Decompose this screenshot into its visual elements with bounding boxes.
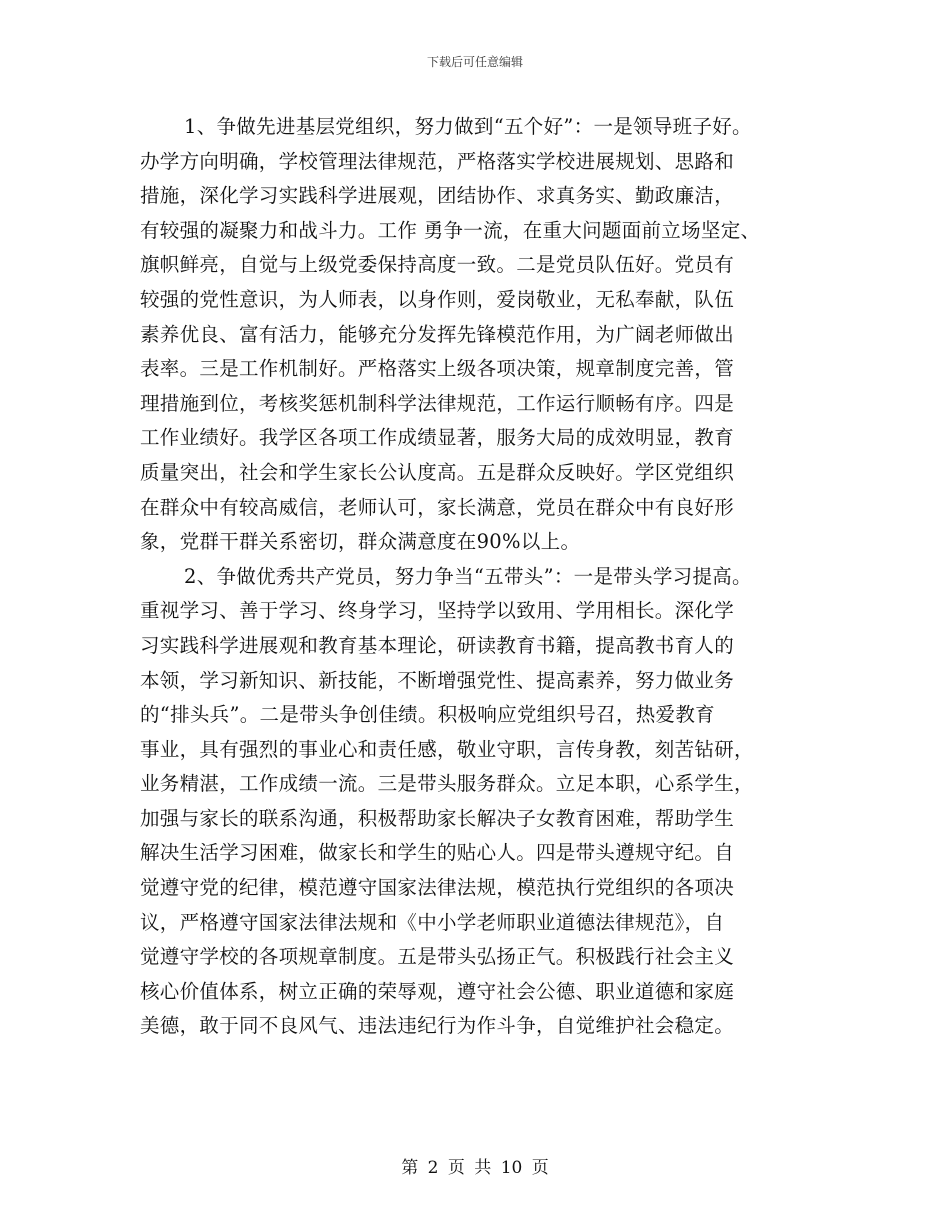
text-line: 在群众中有较高威信，老师认可，家长满意，党员在群众中有良好形 bbox=[140, 495, 735, 519]
text-line: 措施，深化学习实践科学进展观，团结协作、求真务实、勤政廉洁， bbox=[140, 184, 735, 208]
text-line: 2、争做优秀共产党员，努力争当“五带头”：一是带头学习提高。 bbox=[184, 564, 752, 588]
text-line: 议，严格遵守国家法律法规和《中小学老师职业道德法律规范》，自 bbox=[140, 910, 725, 934]
text-line: 质量突出，社会和学生家长公认度高。五是群众反映好。学区党组织 bbox=[140, 460, 735, 484]
text-line: 本领，学习新知识、新技能，不断增强党性、提高素养，努力做业务 bbox=[140, 668, 735, 692]
text-line: 象，党群干群关系密切，群众满意度在90%以上。 bbox=[140, 530, 581, 554]
text-line: 事业，具有强烈的事业心和责任感，敬业守职，言传身教，刻苦钻研， bbox=[140, 737, 754, 761]
page-number: 第 2 页 共 10 页 bbox=[401, 1158, 549, 1178]
text-line: 重视学习、善于学习、终身学习，坚持学以致用、学用相长。深化学 bbox=[140, 599, 735, 623]
text-line: 习实践科学进展观和教育基本理论，研读教育书籍，提高教书育人的 bbox=[140, 633, 735, 657]
text-line: 表率。三是工作机制好。严格落实上级各项决策，规章制度完善，管 bbox=[140, 357, 735, 381]
text-line: 有较强的凝聚力和战斗力。工作 勇争一流，在重大问题面前立场坚定、 bbox=[140, 218, 761, 242]
text-line: 核心价值体系，树立正确的荣辱观，遵守社会公德、职业道德和家庭 bbox=[140, 979, 735, 1003]
document-body bbox=[140, 110, 820, 1044]
text-line: 觉遵守学校的各项规章制度。五是带头弘扬正气。积极践行社会主义 bbox=[140, 945, 735, 969]
paragraph-1 bbox=[140, 110, 820, 560]
text-line: 工作业绩好。我学区各项工作成绩显著，服务大局的成效明显，教育 bbox=[140, 426, 735, 450]
text-line: 1、争做先进基层党组织，努力做到“五个好”：一是领导班子好。 bbox=[184, 115, 752, 138]
header-note: 下载后可任意编辑 bbox=[426, 55, 523, 69]
text-line: 美德，敢于同不良风气、违法违纪行为作斗争，自觉维护社会稳定。 bbox=[140, 1014, 735, 1038]
text-line: 觉遵守党的纪律，模范遵守国家法律法规，模范执行党组织的各项决 bbox=[140, 876, 735, 900]
text-line: 素养优良、富有活力，能够充分发挥先锋模范作用，为广阔老师做出 bbox=[140, 322, 735, 346]
text-line: 办学方向明确，学校管理法律规范，严格落实学校进展规划、思路和 bbox=[140, 149, 735, 173]
text-line: 业务精湛，工作成绩一流。三是带头服务群众。立足本职，心系学生， bbox=[140, 772, 754, 796]
text-line: 加强与家长的联系沟通，积极帮助家长解决子女教育困难，帮助学生 bbox=[140, 806, 735, 830]
text-line: 理措施到位，考核奖惩机制科学法律规范，工作运行顺畅有序。四是 bbox=[140, 391, 735, 415]
text-line: 解决生活学习困难，做家长和学生的贴心人。四是带头遵规守纪。自 bbox=[140, 841, 735, 865]
text-line: 旗帜鲜亮，自觉与上级党委保持高度一致。二是党员队伍好。党员有 bbox=[140, 253, 735, 277]
paragraph-2 bbox=[140, 560, 820, 1044]
text-line: 较强的党性意识，为人师表，以身作则，爱岗敬业，无私奉献，队伍 bbox=[140, 287, 735, 311]
text-line: 的“排头兵”。二是带头争创佳绩。积极响应党组织号召，热爱教育 bbox=[140, 703, 715, 727]
